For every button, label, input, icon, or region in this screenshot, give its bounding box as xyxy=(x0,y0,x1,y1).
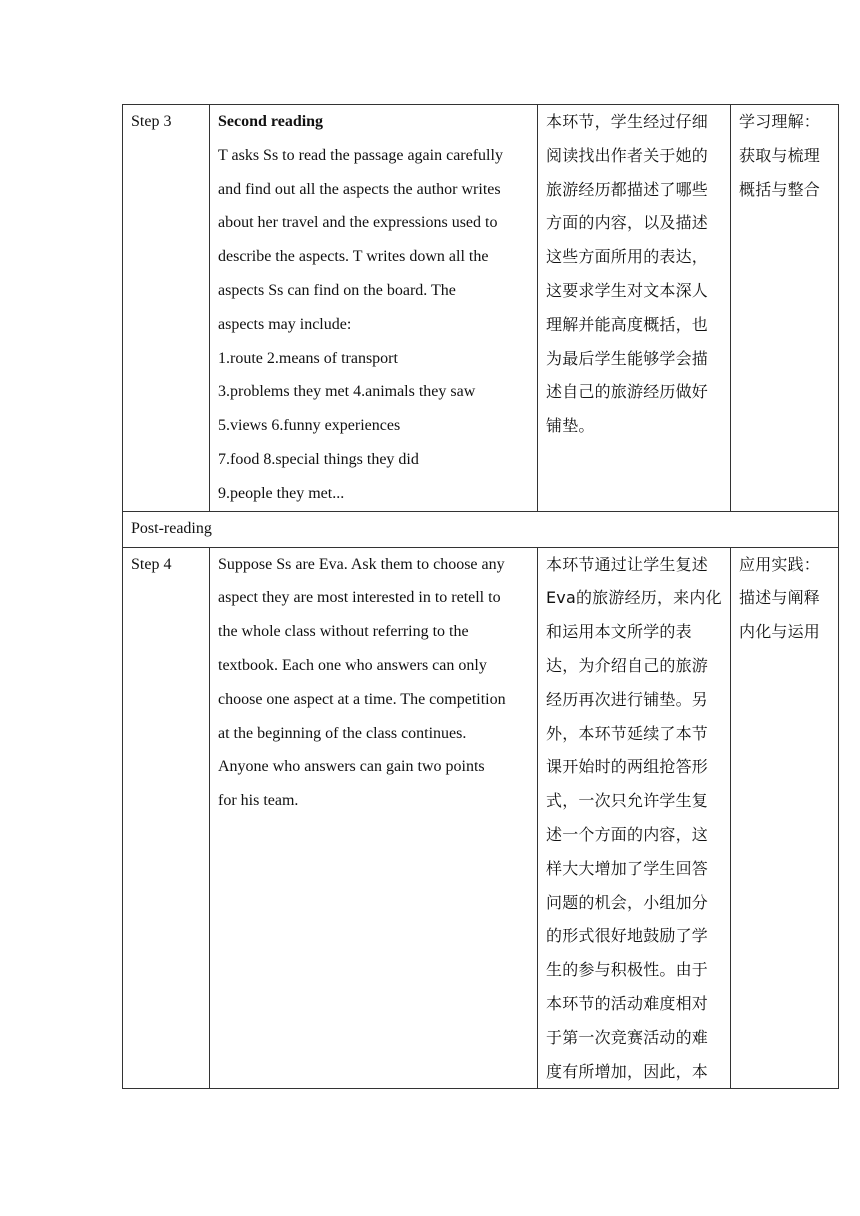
activity-line: describe the aspects. T writes down all the xyxy=(218,248,489,266)
activity-heading: Second reading xyxy=(218,113,324,130)
purpose-line: 述一个方面的内容，这 xyxy=(546,824,709,844)
purpose-line: 方面的内容，以及描述 xyxy=(546,213,709,233)
purpose-line: 生的参与积极性。由于 xyxy=(546,960,709,980)
purpose-line: 度有所增加，因此，本 xyxy=(546,1061,709,1081)
activity-line: and find out all the aspects the author writes xyxy=(218,180,501,198)
purpose-line: 本环节的活动难度相对 xyxy=(546,993,709,1013)
purpose-line: 为最后学生能够学会描 xyxy=(546,348,709,368)
level-cell xyxy=(731,105,839,512)
activity-line: aspects may include: xyxy=(218,315,352,333)
level-line: 内化与运用 xyxy=(739,622,821,642)
lesson-plan-table xyxy=(122,104,839,1089)
purpose-line: Eva的旅游经历，来内化 xyxy=(546,588,722,608)
step-cell: Step 3 xyxy=(123,105,210,512)
purpose-line: 经历再次进行铺垫。另 xyxy=(546,689,709,709)
activity-line: 9.people they met... xyxy=(218,484,345,502)
activity-line: aspect they are most interested in to retell to xyxy=(218,589,501,607)
activity-line: the whole class without referring to the xyxy=(218,623,469,641)
section-row xyxy=(123,511,839,547)
activity-line: 1.route 2.means of transport xyxy=(218,349,398,367)
activity-cell xyxy=(210,547,538,1089)
level-cell xyxy=(731,547,839,1089)
level-line: 应用实践： xyxy=(739,554,821,574)
table-row xyxy=(123,547,839,1089)
activity-line: for his team. xyxy=(218,792,299,810)
purpose-line: 这要求学生对文本深人 xyxy=(546,280,709,300)
purpose-line: 理解并能高度概括，也 xyxy=(546,314,709,334)
activity-line: 7.food 8.special things they did xyxy=(218,450,419,468)
purpose-line: 达，为介绍自己的旅游 xyxy=(546,655,709,675)
purpose-line: 式，一次只允许学生复 xyxy=(546,791,709,811)
activity-line: about her travel and the expressions used to xyxy=(218,214,498,232)
purpose-cell xyxy=(538,547,731,1089)
level-line: 描述与阐释 xyxy=(739,588,821,608)
activity-line: aspects Ss can find on the board. The xyxy=(218,281,456,299)
purpose-line: 铺垫。 xyxy=(546,416,595,436)
purpose-line: 这些方面所用的表达， xyxy=(546,247,709,267)
purpose-line: 阅读找出作者关于她的 xyxy=(546,145,709,165)
purpose-line: 旅游经历都描述了哪些 xyxy=(546,179,709,199)
activity-cell xyxy=(210,105,538,512)
activity-line: Anyone who answers can gain two points xyxy=(218,758,485,776)
purpose-cell xyxy=(538,105,731,512)
purpose-line: 外，本环节延续了本节 xyxy=(546,723,709,743)
purpose-line: 问题的机会，小组加分 xyxy=(546,892,709,912)
section-label: Post-reading xyxy=(123,511,839,547)
purpose-line: 本环节通过让学生复述 xyxy=(546,554,709,574)
level-line: 概括与整合 xyxy=(739,179,821,199)
purpose-line: 的形式很好地鼓励了学 xyxy=(546,926,709,946)
step-cell: Step 4 xyxy=(123,547,210,1089)
activity-line: at the beginning of the class continues. xyxy=(218,724,467,742)
activity-line: choose one aspect at a time. The competition xyxy=(218,690,506,708)
activity-line: textbook. Each one who answers can only xyxy=(218,656,487,674)
activity-line: 3.problems they met 4.animals they saw xyxy=(218,383,476,401)
purpose-line: 述自己的旅游经历做好 xyxy=(546,382,709,402)
activity-line: 5.views 6.funny experiences xyxy=(218,417,401,435)
level-line: 学习理解： xyxy=(739,112,821,131)
purpose-line: 本环节，学生经过仔细 xyxy=(546,112,709,131)
level-line: 获取与梳理 xyxy=(739,145,821,165)
table-row xyxy=(123,105,839,512)
purpose-line: 课开始时的两组抢答形 xyxy=(546,757,709,777)
purpose-line: 样大大增加了学生回答 xyxy=(546,858,709,878)
purpose-line: 和运用本文所学的表 xyxy=(546,622,692,642)
activity-line: T asks Ss to read the passage again carefully xyxy=(218,146,503,164)
purpose-line: 于第一次竞赛活动的难 xyxy=(546,1027,709,1047)
activity-line: Suppose Ss are Eva. Ask them to choose any xyxy=(218,555,505,573)
